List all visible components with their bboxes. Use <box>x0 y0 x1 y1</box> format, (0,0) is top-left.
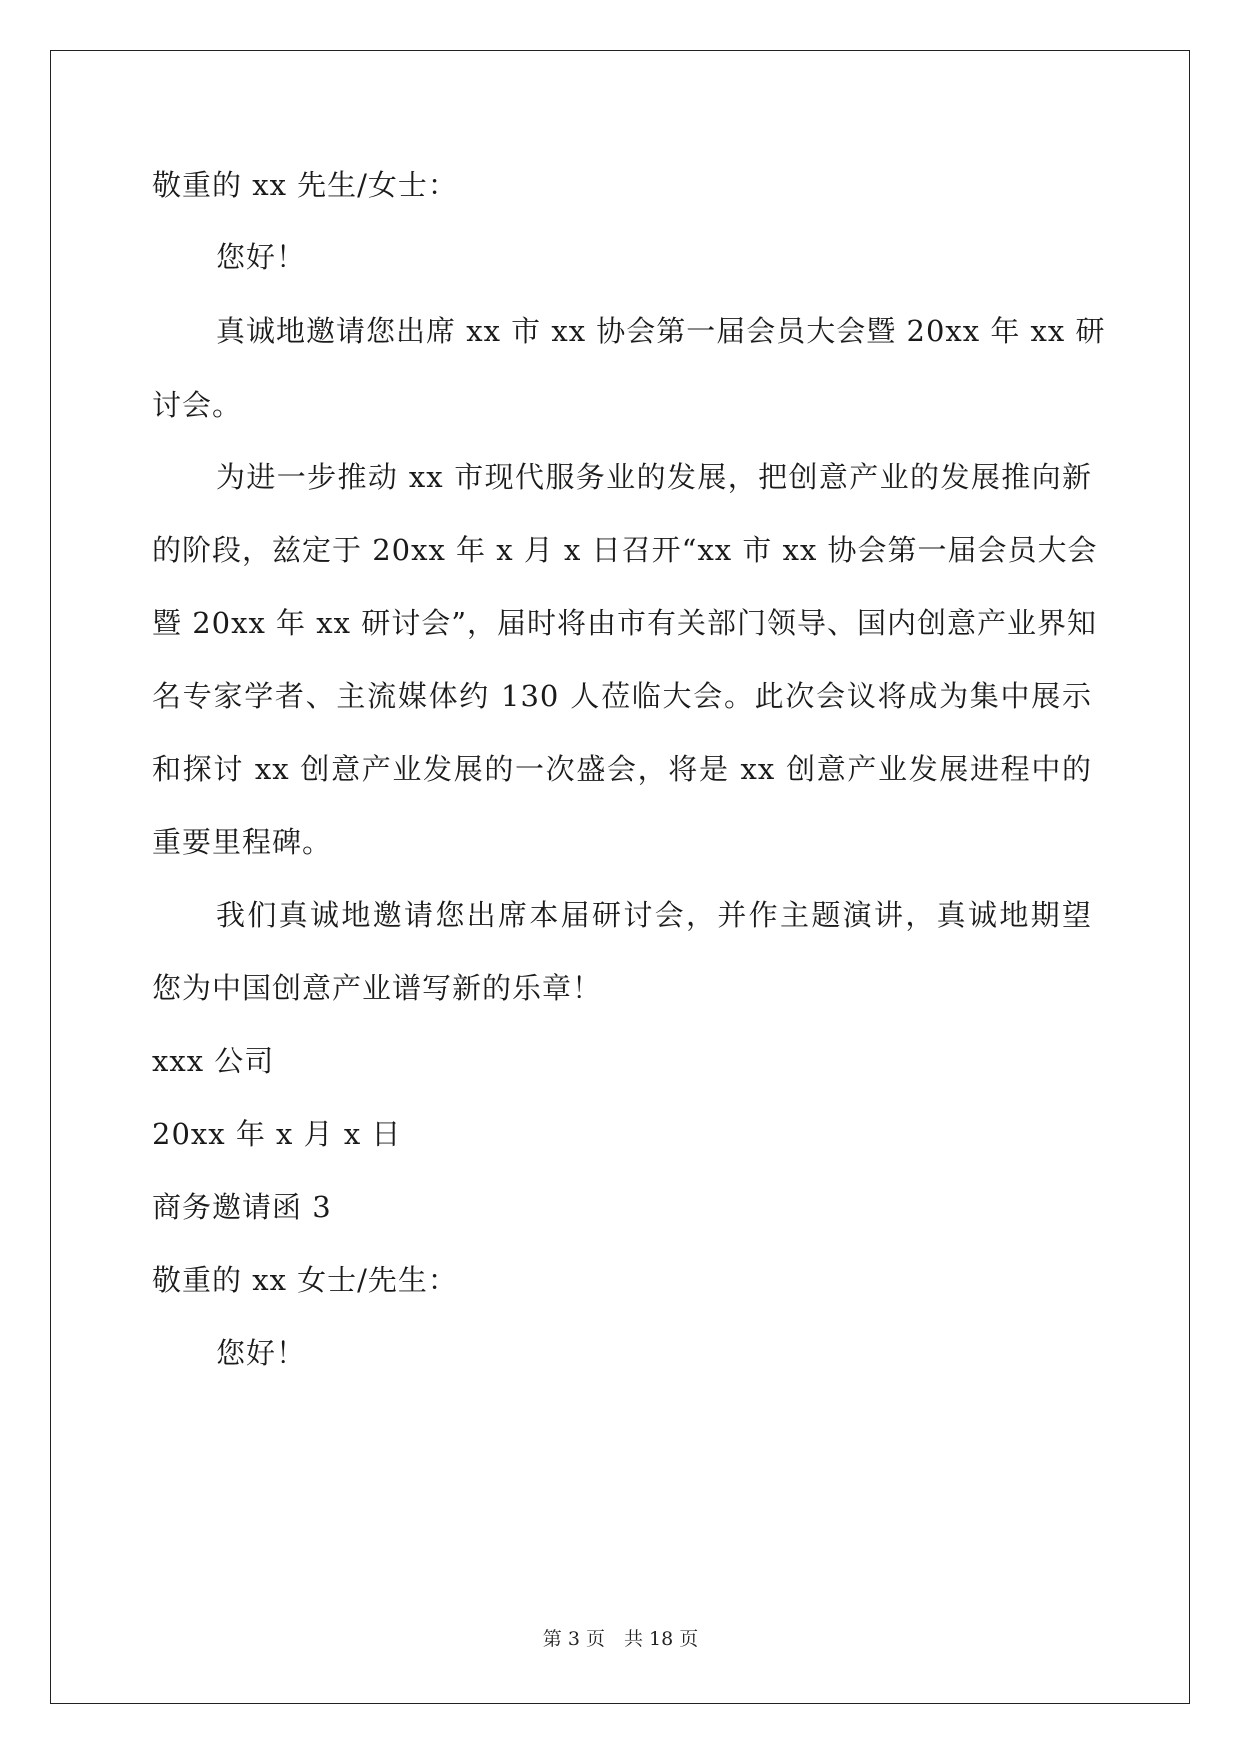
page-border <box>50 50 1190 1704</box>
paragraph-line: 和探讨 xx 创意产业发展的一次盛会，将是 xx 创意产业发展进程中的 <box>152 752 1092 786</box>
paragraph-line: 暨 20xx 年 xx 研讨会”，届时将由市有关部门领导、国内创意产业界知 <box>152 606 1098 640</box>
paragraph-line: 讨会。 <box>152 388 243 422</box>
paragraph-line: 重要里程碑。 <box>152 825 333 859</box>
paragraph-line: 的阶段，兹定于 20xx 年 x 月 x 日召开“xx 市 xx 协会第一届会员大会 <box>152 533 1098 567</box>
paragraph-line: 您为中国创意产业谱写新的乐章！ <box>152 971 603 1005</box>
paragraph-line: 为进一步推动 xx 市现代服务业的发展，把创意产业的发展推向新 <box>216 460 1092 494</box>
salutation-line: 敬重的 xx 女士/先生： <box>152 1263 458 1297</box>
page-footer: 第 3 页 共 18 页 <box>542 1628 699 1650</box>
paragraph-line: 名专家学者、主流媒体约 130 人莅临大会。此次会议将成为集中展示 <box>152 679 1092 713</box>
greeting-line: 您好！ <box>216 240 307 274</box>
section-heading: 商务邀请函 3 <box>152 1190 332 1224</box>
signature-company: xxx 公司 <box>152 1044 275 1078</box>
greeting-line: 您好！ <box>216 1336 307 1370</box>
salutation-line: 敬重的 xx 先生/女士： <box>152 168 458 202</box>
paragraph-line: 真诚地邀请您出席 xx 市 xx 协会第一届会员大会暨 20xx 年 xx 研 <box>216 314 1106 348</box>
signature-date: 20xx 年 x 月 x 日 <box>152 1117 402 1151</box>
paragraph-line: 我们真诚地邀请您出席本届研讨会，并作主题演讲，真诚地期望 <box>216 898 1092 932</box>
